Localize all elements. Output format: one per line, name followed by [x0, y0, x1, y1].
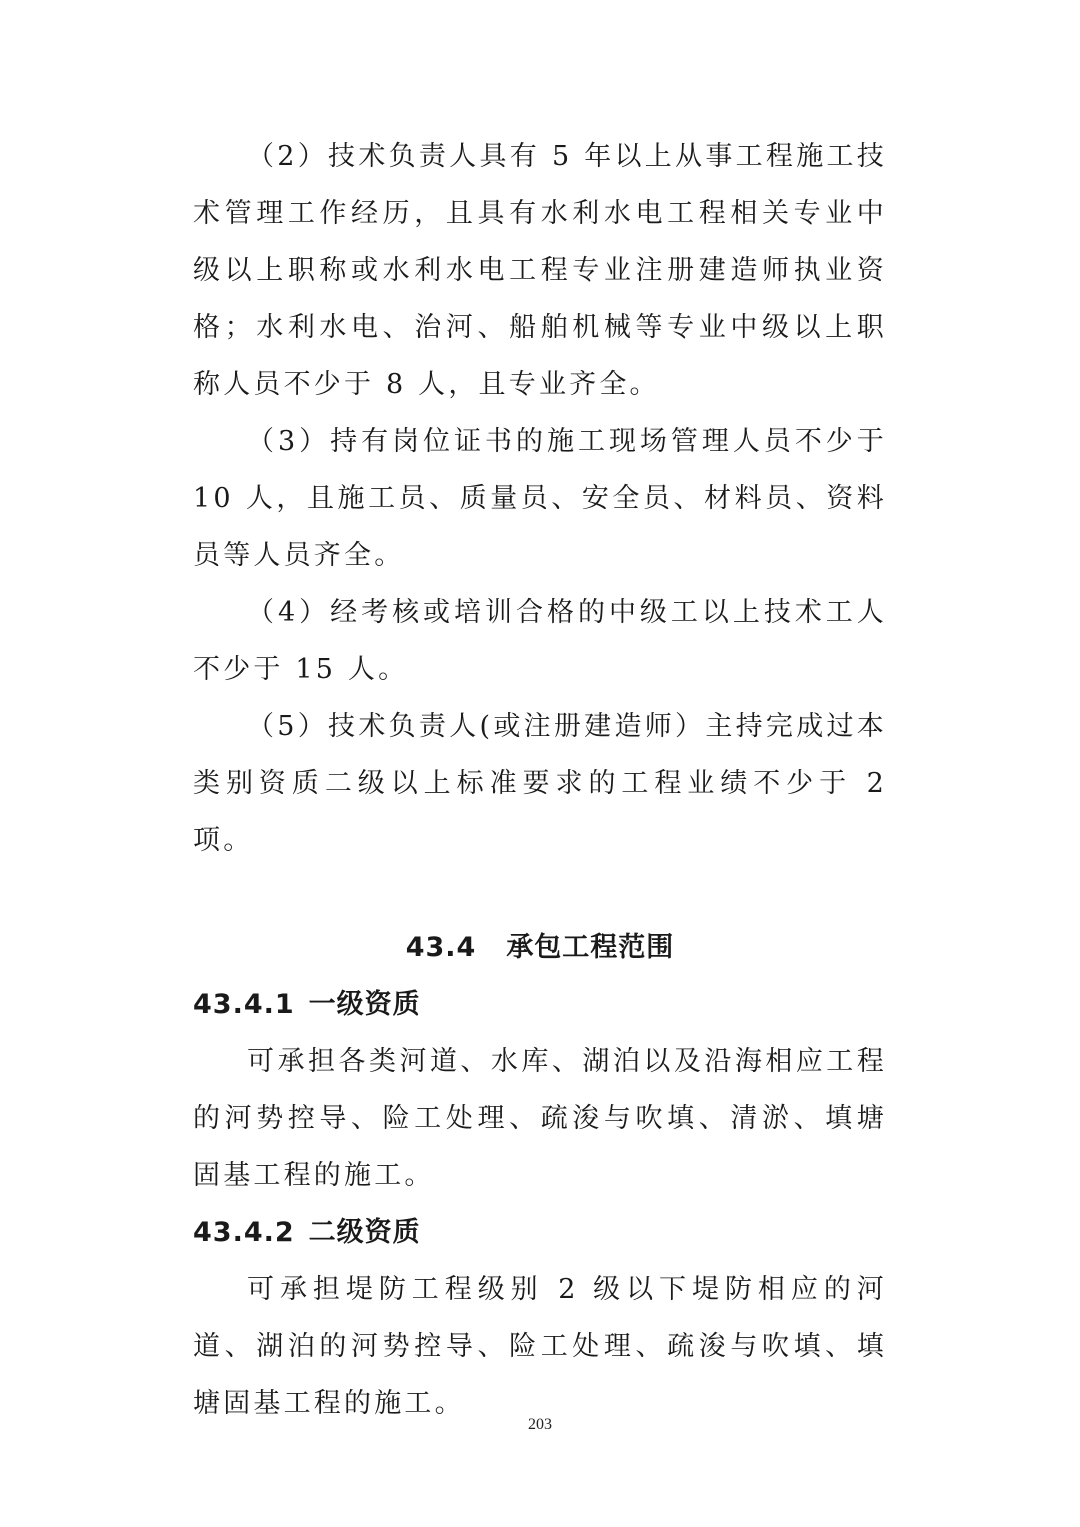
paragraph-item-5: （5）技术负责人(或注册建造师）主持完成过本类别资质二级以上标准要求的工程业绩不少于 2 项。	[193, 711, 887, 856]
section-number: 43.4	[405, 932, 477, 963]
section-title: 承包工程范围	[506, 932, 675, 963]
paragraph-item-4: （4）经考核或培训合格的中级工以上技术工人不少于 15 人。	[193, 597, 887, 685]
subsection-heading-first-class	[193, 976, 887, 1033]
subsection-number: 43.4.2	[193, 1217, 295, 1248]
paragraph-item-2: （2）技术负责人具有 5 年以上从事工程施工技术管理工作经历，且具有水利水电工程相关专业中级以上职称或水利水电工程专业注册建造师执业资格；水利水电、治河、船舶机械等专业中级以上职称人员不少于 8 人，且专业齐全。	[193, 141, 887, 400]
paragraph-item-3: （3）持有岗位证书的施工现场管理人员不少于 10 人，且施工员、质量员、安全员、材料员、资料员等人员齐全。	[193, 426, 887, 571]
subsection-heading-second-class	[193, 1204, 887, 1261]
document-body	[193, 128, 887, 1432]
subsection-title: 一级资质	[308, 989, 421, 1020]
section-heading	[193, 919, 887, 976]
subsection-number: 43.4.1	[193, 989, 295, 1020]
subsection-title: 二级资质	[308, 1217, 421, 1248]
subsection-text-second-class: 可承担堤防工程级别 2 级以下堤防相应的河道、湖泊的河势控导、险工处理、疏浚与吹填、填塘固基工程的施工。	[193, 1274, 887, 1419]
subsection-text-first-class: 可承担各类河道、水库、湖泊以及沿海相应工程的河势控导、险工处理、疏浚与吹填、清淤、填塘固基工程的施工。	[193, 1046, 887, 1191]
page-number: 203	[528, 1416, 552, 1433]
